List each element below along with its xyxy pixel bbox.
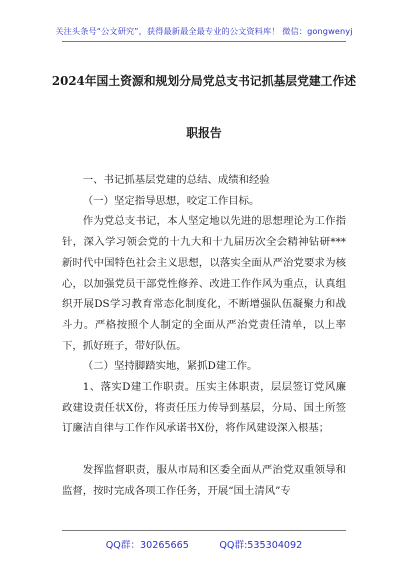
qq-group-1: QQ群：30265665: [105, 540, 189, 551]
header-divider: [62, 41, 346, 42]
header-banner: 关注头条号“公文研究”，获得最新最全最专业的公文资料库！ 微信：gongwenyj: [55, 26, 353, 36]
body-paragraph: 作为党总支书记，本人坚定地以先进的思想理论为工作指针，深入学习领会党的十九大和十九届历次全会精神钻研***新时代中国特色社会主义思想，以落实全面从严治党要求为核心，以加强党员干部党性修养、改进工作作风为重点，认真组织开展DS学习教育常态化制度化，不断增强队伍凝聚力和战斗力。严格按照个人制定的全面从严治党责任清单，以上率下，抓好班子，带好队伍。: [62, 215, 346, 352]
subsection-heading: （一）坚定指导思想，咬定工作目标。: [82, 194, 260, 207]
document-title-continued: 职报告: [186, 126, 222, 140]
body-paragraph: 1、落实D建工作职责。压实主体职责，层层签订党风廉政建设责任状X份，将责任压力传导到基层，分局、国土所签订廉洁自律与工作作风承诺书X份，将作风建设深入根基；: [62, 381, 346, 435]
footer-divider: [62, 530, 346, 531]
paragraph-gap: [62, 439, 346, 460]
section-heading: 一、书记抓基层党建的总结、成绩和经验: [82, 174, 270, 186]
body-paragraph: 发挥监督职责，服从市局和区委全面从严治党双重领导和监督，按时完成各项工作任务，开展“国土清风”专: [62, 463, 346, 497]
footer-contact: [0, 537, 408, 551]
document-title: 2024年国土资源和规划分局党总支书记抓基层党建工作述: [51, 74, 357, 88]
qq-group-2: QQ群:535304092: [219, 540, 303, 551]
subsection-heading: （二）坚持脚踏实地，紧抓D建工作。: [82, 360, 258, 373]
document-body: [62, 170, 346, 501]
